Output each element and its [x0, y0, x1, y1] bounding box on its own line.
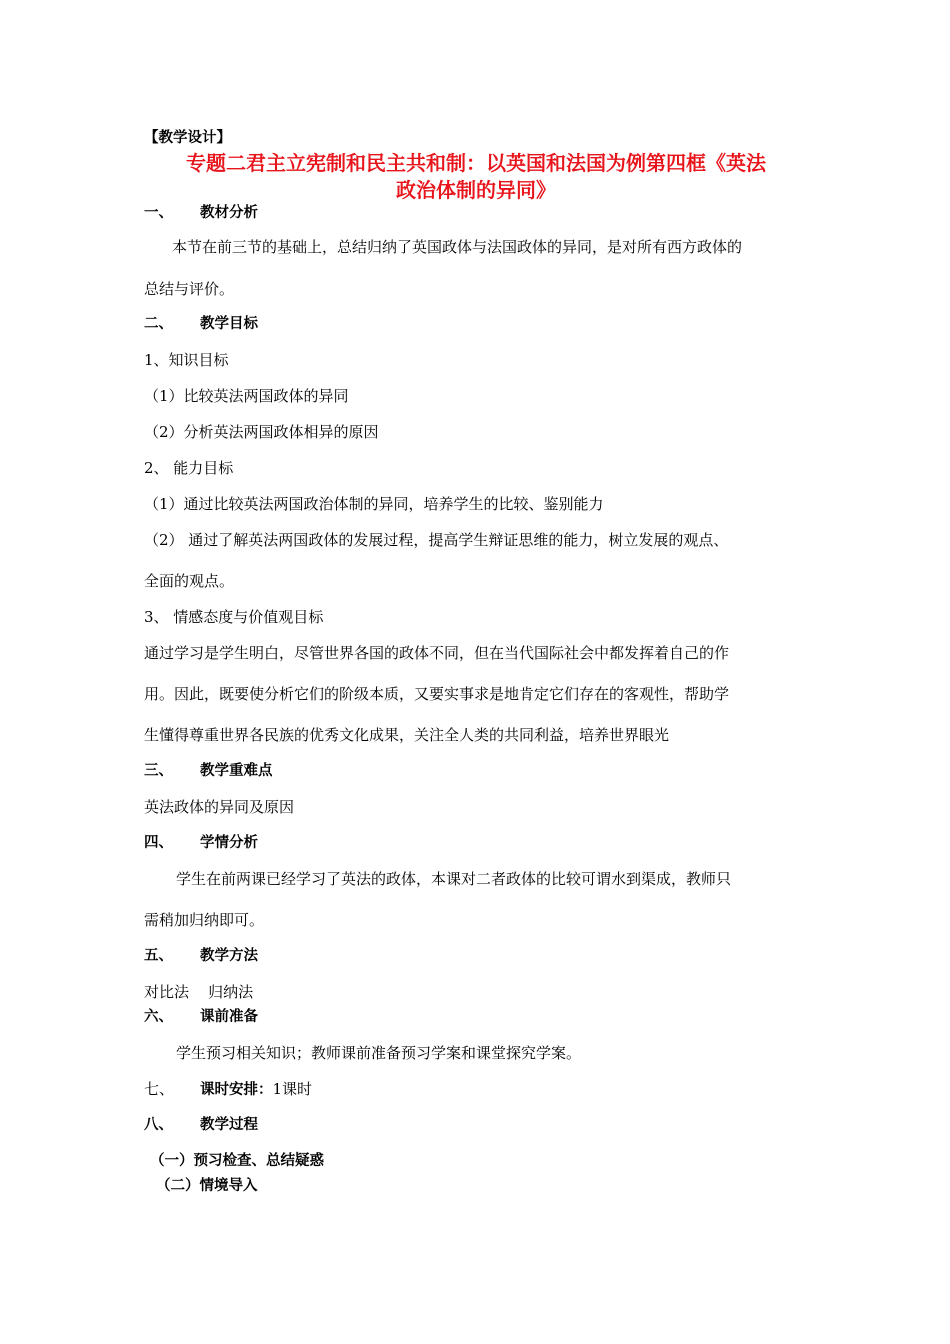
- section-2-heading: [144, 314, 258, 334]
- section-2-title: 教学目标: [200, 316, 258, 332]
- knowledge-goal-title: 1、知识目标: [144, 351, 229, 369]
- knowledge-goal-item-1: （1）比较英法两国政体的异同: [144, 387, 349, 405]
- section-4-paragraph-line-2: 需稍加归纳即可。: [144, 911, 265, 929]
- ability-goal-item-1: （1）通过比较英法两国政治体制的异同，培养学生的比较、鉴别能力: [144, 495, 604, 513]
- section-5-heading: [144, 946, 258, 966]
- section-7-heading: [144, 1079, 312, 1100]
- ability-goal-title: 2、 能力目标: [144, 459, 234, 477]
- section-5-title: 教学方法: [200, 948, 258, 964]
- section-6-text: 学生预习相关知识；教师课前准备预习学案和课堂探究学案。: [176, 1044, 582, 1062]
- section-1-title: 教材分析: [200, 205, 258, 221]
- section-1-paragraph-line-2: 总结与评价。: [144, 280, 235, 298]
- section-7-number: 七、: [144, 1080, 175, 1098]
- section-1-paragraph-line-1: 本节在前三节的基础上，总结归纳了英国政体与法国政体的异同，是对所有西方政体的: [172, 238, 743, 256]
- knowledge-goal-item-2: （2）分析英法两国政体相异的原因: [144, 423, 379, 441]
- section-3-title: 教学重难点: [200, 763, 273, 779]
- ability-goal-item-2-line-1: （2） 通过了解英法两国政体的发展过程，提高学生辩证思维的能力，树立发展的观点、: [144, 531, 729, 549]
- emotion-goal-line-1: 通过学习是学生明白，尽管世界各国的政体不同，但在当代国际社会中都发挥着自己的作: [144, 644, 730, 662]
- section-4-paragraph-line-1: 学生在前两课已经学习了英法的政体，本课对二者政体的比较可谓水到渠成，教师只: [176, 870, 732, 888]
- section-3-text: 英法政体的异同及原因: [144, 798, 295, 816]
- section-1-heading: [144, 203, 258, 223]
- section-8-subheading-1: （一）预习检查、总结疑惑: [150, 1153, 324, 1169]
- section-6-number: 六、: [144, 1009, 173, 1025]
- document-title-line-2: 政治体制的异同》: [396, 178, 556, 202]
- document-title-line-1: 专题二君主立宪制和民主共和制：以英国和法国为例第四框《英法: [186, 151, 766, 175]
- section-4-title: 学情分析: [200, 835, 258, 851]
- emotion-goal-title: 3、 情感态度与价值观目标: [144, 608, 324, 626]
- section-4-heading: [144, 833, 258, 853]
- ability-goal-item-2-line-2: 全面的观点。: [144, 572, 235, 590]
- section-8-heading: [144, 1115, 258, 1135]
- section-4-number: 四、: [144, 835, 173, 851]
- section-6-heading: [144, 1007, 258, 1027]
- section-8-subheading-2: （二）情境导入: [156, 1178, 258, 1194]
- document-tag: 【教学设计】: [144, 130, 231, 146]
- section-5-text: 对比法 归纳法: [144, 983, 254, 1001]
- emotion-goal-line-3: 生懂得尊重世界各民族的优秀文化成果，关注全人类的共同利益，培养世界眼光: [144, 726, 670, 744]
- section-6-title: 课前准备: [200, 1009, 258, 1025]
- section-7-value: 1课时: [272, 1080, 313, 1098]
- section-1-number: 一、: [144, 205, 173, 221]
- section-3-heading: [144, 761, 273, 781]
- section-8-title: 教学过程: [200, 1117, 258, 1133]
- section-3-number: 三、: [144, 763, 173, 779]
- section-8-number: 八、: [144, 1117, 173, 1133]
- section-7-title: 课时安排：: [200, 1082, 273, 1098]
- emotion-goal-line-2: 用。因此，既要使分析它们的阶级本质，又要实事求是地肯定它们存在的客观性，帮助学: [144, 685, 730, 703]
- section-5-number: 五、: [144, 948, 173, 964]
- section-2-number: 二、: [144, 316, 173, 332]
